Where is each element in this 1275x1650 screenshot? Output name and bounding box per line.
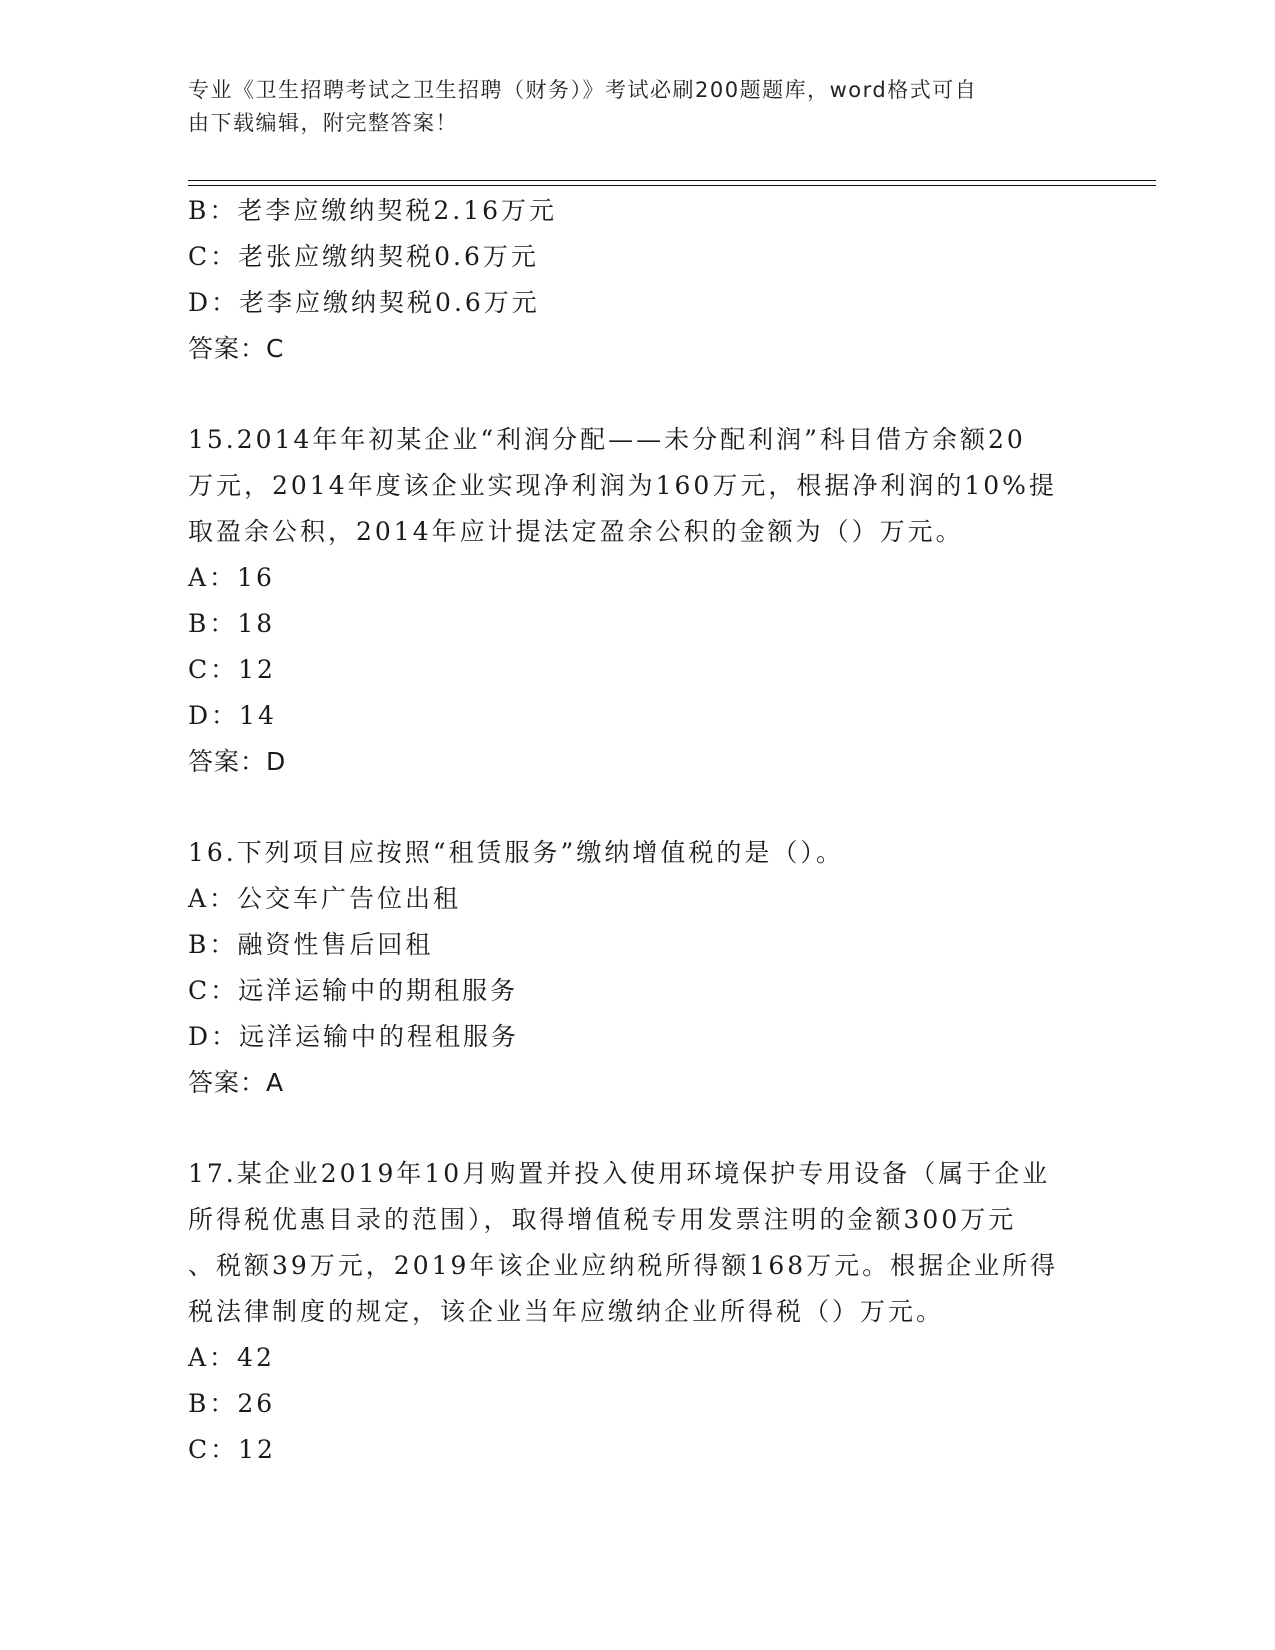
question-line: 17.某企业2019年10月购置并投入使用环境保护专用设备（属于企业 — [188, 1159, 1051, 1188]
option-c: C：12 — [188, 1435, 276, 1464]
question-text — [188, 830, 1088, 876]
question-line: 15.2014年年初某企业“利润分配——未分配利润”科目借方余额20 — [188, 425, 1026, 454]
option-b: B：18 — [188, 609, 276, 638]
option-a: A：42 — [188, 1343, 275, 1372]
question-line: 万元，2014年度该企业实现净利润为160万元，根据净利润的10%提 — [188, 471, 1057, 500]
header-line-2: 由下载编辑，附完整答案！ — [188, 111, 458, 135]
question-14-continued — [188, 188, 1088, 372]
option-a: A：公交车广告位出租 — [188, 884, 462, 913]
option-b: B：老李应缴纳契税2.16万元 — [188, 196, 558, 225]
question-line: 取盈余公积，2014年应计提法定盈余公积的金额为（）万元。 — [188, 517, 964, 546]
answer-line: 答案：D — [188, 747, 287, 776]
question-text — [188, 417, 1088, 555]
question-list — [188, 188, 1088, 1473]
question-line: 所得税优惠目录的范围），取得增值税专用发票注明的金额300万元 — [188, 1205, 1017, 1234]
question-line: 、税额39万元，2019年该企业应纳税所得额168万元。根据企业所得 — [188, 1251, 1059, 1280]
question-line: 税法律制度的规定，该企业当年应缴纳企业所得税（）万元。 — [188, 1297, 945, 1326]
answer-line: 答案：C — [188, 334, 285, 363]
answer-line: 答案：A — [188, 1068, 285, 1097]
spacer — [188, 785, 1088, 830]
question-15 — [188, 417, 1088, 785]
header-divider-bottom — [188, 185, 1156, 186]
header-line-1: 专业《卫生招聘考试之卫生招聘（财务）》考试必刷200题题库，word格式可自 — [188, 78, 978, 102]
question-text — [188, 1151, 1088, 1335]
spacer — [188, 372, 1088, 417]
spacer — [188, 1106, 1088, 1151]
option-b: B：26 — [188, 1389, 276, 1418]
page-header — [188, 74, 1088, 140]
option-d: D：远洋运输中的程租服务 — [188, 1022, 520, 1051]
question-16 — [188, 830, 1088, 1106]
option-d: D：老李应缴纳契税0.6万元 — [188, 288, 540, 317]
header-divider-top — [188, 180, 1156, 181]
option-c: C：远洋运输中的期租服务 — [188, 976, 519, 1005]
option-c: C：12 — [188, 655, 276, 684]
question-line: 16.下列项目应按照“租赁服务”缴纳增值税的是（）。 — [188, 838, 844, 867]
option-c: C：老张应缴纳契税0.6万元 — [188, 242, 539, 271]
option-a: A：16 — [188, 563, 275, 592]
option-b: B：融资性售后回租 — [188, 930, 434, 959]
question-17 — [188, 1151, 1088, 1473]
option-d: D：14 — [188, 701, 277, 730]
